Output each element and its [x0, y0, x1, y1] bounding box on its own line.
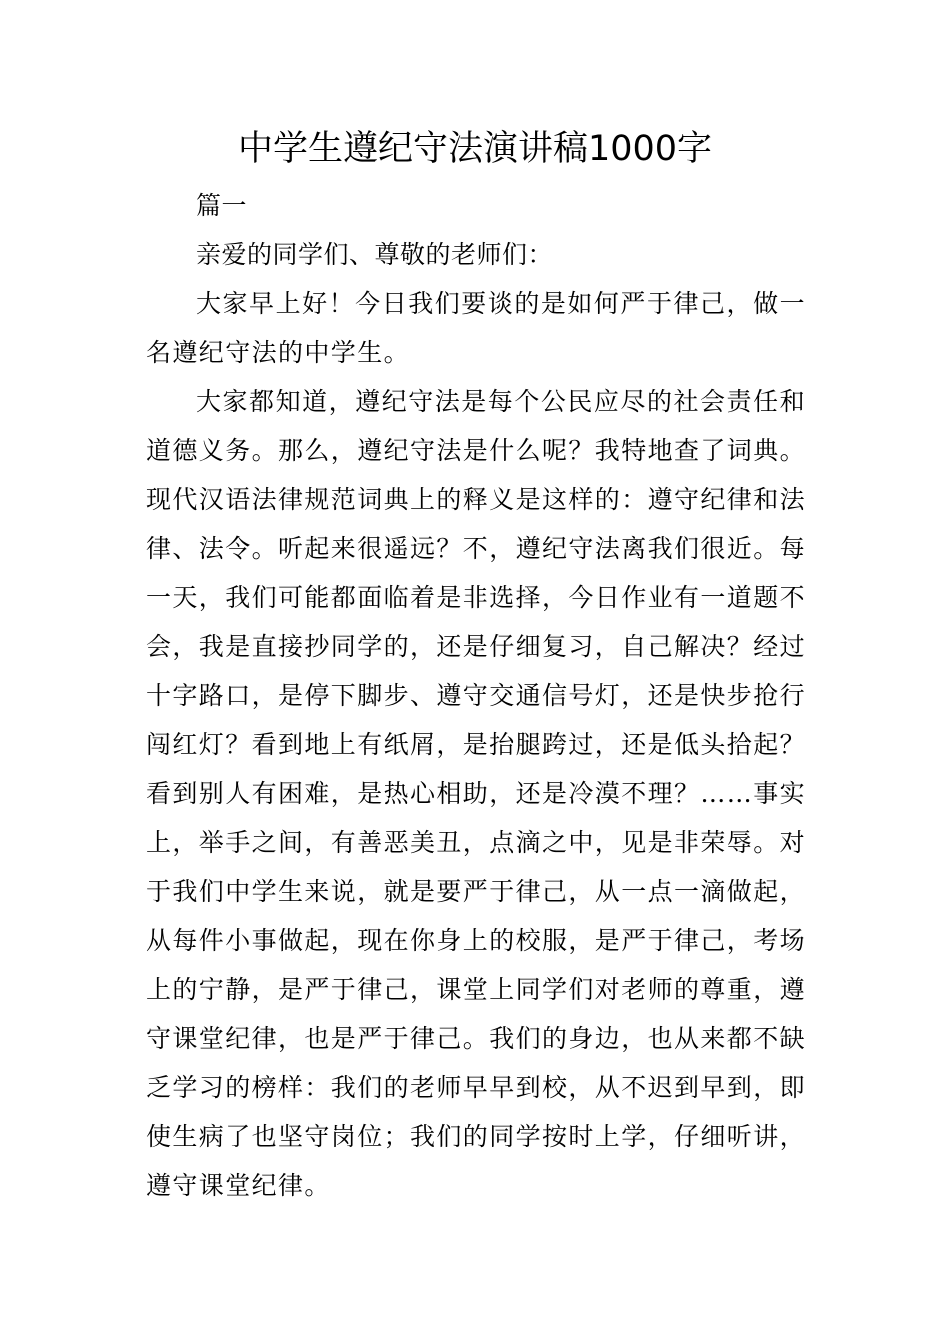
body-paragraph: 大家都知道，遵纪守法是每个公民应尽的社会责任和道德义务。那么，遵纪守法是什么呢？我特地查了词典。现代汉语法律规范词典上的释义是这样的：遵守纪律和法律、法令。听起来很遥远？不，遵纪守法离我们很近。每一天，我们可能都面临着是非选择，今日作业有一道题不会，我是直接抄同学的，还是仔细复习，自己解决？经过十字路口，是停下脚步、遵守交通信号灯，还是快步抢行闯红灯？看到地上有纸屑，是抬腿跨过，还是低头拾起？看到别人有困难，是热心相助，还是冷漠不理？……事实上，举手之间，有善恶美丑，点滴之中，见是非荣辱。对于我们中学生来说，就是要严于律己，从一点一滴做起，从每件小事做起，现在你身上的校服，是严于律己，考场上的宁静，是严于律己，课堂上同学们对老师的尊重，遵守课堂纪律，也是严于律己。我们的身边，也从来都不缺乏学习的榜样：我们的老师早早到校，从不迟到早到，即使生病了也坚守岗位；我们的同学按时上学，仔细听讲，遵守课堂纪律。	[146, 387, 807, 1200]
document-body	[146, 181, 806, 1210]
document-title: 中学生遵纪守法演讲稿1000字	[237, 129, 713, 169]
body-paragraph: 大家早上好！今日我们要谈的是如何严于律己，做一名遵纪守法的中学生。	[146, 289, 806, 367]
section-heading: 篇一	[196, 191, 248, 220]
salutation: 亲爱的同学们、尊敬的老师们：	[196, 240, 554, 269]
